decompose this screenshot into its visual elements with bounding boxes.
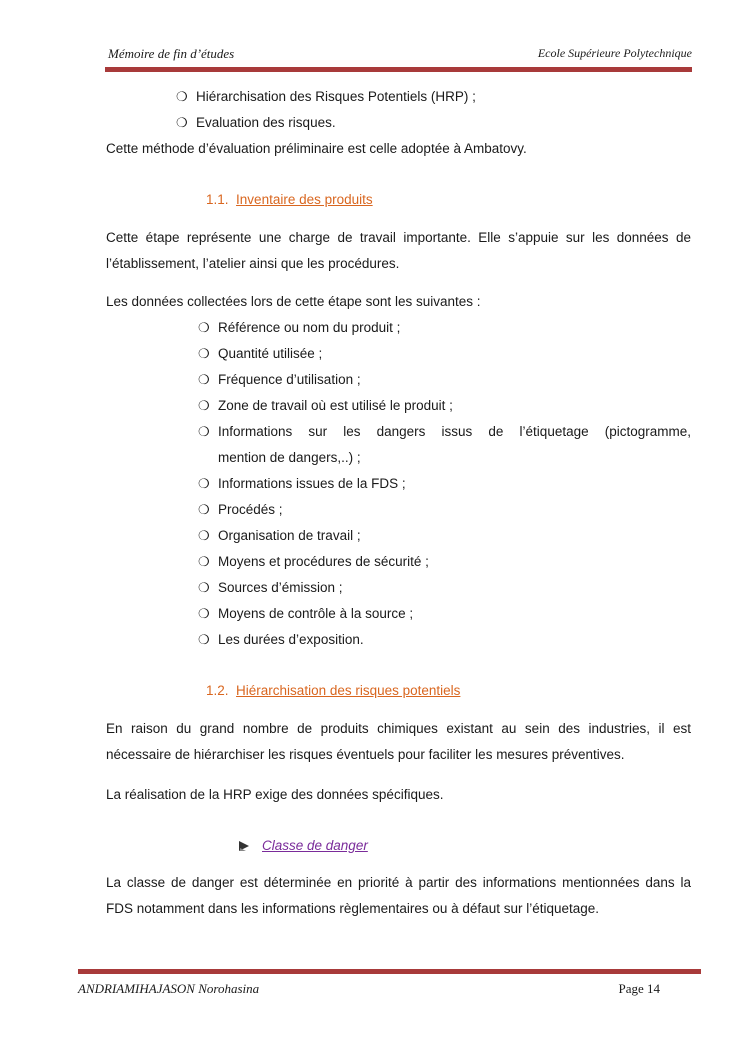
list-item-text: Moyens de contrôle à la source ; [218, 606, 414, 621]
header-document-title: Mémoire de fin d’études [108, 46, 235, 61]
header-school-name: Ecole Supérieure Polytechnique [537, 46, 692, 60]
list-item-text: Zone de travail où est utilisé le produit ; [218, 398, 453, 413]
list-item-text: Procédés ; [218, 502, 283, 517]
open-circle-icon: ❍ [198, 580, 210, 595]
list-item-text: Les durées d’exposition. [218, 632, 364, 647]
page-number: Page 14 [618, 981, 660, 996]
section2-paragraph-2: La réalisation de la HRP exige des données spécifiques. [106, 787, 444, 802]
triangle-arrow-icon [239, 841, 249, 851]
list-item-text: Informations sur les dangers issus de l’étiquetage (pictogramme, [218, 424, 691, 439]
list-item-text: Organisation de travail ; [218, 528, 361, 543]
header-rule [105, 67, 692, 72]
list-item-text: Quantité utilisée ; [218, 346, 323, 361]
footer-author: ANDRIAMIHAJASON Norohasina [78, 981, 260, 996]
list-item-text: Sources d’émission ; [218, 580, 343, 595]
list-item-text: Référence ou nom du produit ; [218, 320, 401, 335]
open-circle-icon: ❍ [198, 320, 210, 335]
open-circle-icon: ❍ [198, 606, 210, 621]
open-circle-icon: ❍ [198, 502, 210, 517]
section-heading-inventaire [206, 192, 373, 207]
list-item-text: Fréquence d’utilisation ; [218, 372, 361, 387]
open-circle-icon: ❍ [198, 398, 210, 413]
subsection-title: Classe de danger [262, 838, 368, 853]
open-circle-icon: ❍ [198, 424, 210, 439]
section-number: 1.1. [206, 192, 229, 207]
subsection-paragraph: La classe de danger est déterminée en priorité à partir des informations mentionnées dans la FDS notamment dans les informations règlementaires ou à défaut sur l’étiquetage. [106, 875, 691, 916]
section-heading-hierarchisation [206, 683, 460, 698]
footer-rule [78, 969, 701, 974]
section1-paragraph-1: Cette étape représente une charge de travail importante. Elle s’appuie sur les données de l’établissement, l’atelier ainsi que les procédures. [106, 230, 691, 271]
open-circle-icon: ❍ [198, 476, 210, 491]
intro-paragraph: Cette méthode d’évaluation préliminaire est celle adoptée à Ambatovy. [106, 141, 527, 156]
list-item-text: Informations issues de la FDS ; [218, 476, 406, 491]
open-circle-icon: ❍ [198, 346, 210, 361]
open-circle-icon: ❍ [176, 89, 188, 104]
open-circle-icon: ❍ [198, 632, 210, 647]
list-item-text: Moyens et procédures de sécurité ; [218, 554, 429, 569]
open-circle-icon: ❍ [198, 554, 210, 569]
section1-paragraph-2: Les données collectées lors de cette étape sont les suivantes : [106, 294, 481, 309]
open-circle-icon: ❍ [198, 372, 210, 387]
list-item-text-continued: mention de dangers,..) ; [218, 450, 361, 465]
section2-paragraph-1: En raison du grand nombre de produits chimiques existant au sein des industries, il est nécessaire de hiérarchiser les risques éventuels pour faciliter les mesures préventives. [106, 721, 691, 762]
list-item-text: Evaluation des risques. [196, 115, 336, 130]
open-circle-icon: ❍ [198, 528, 210, 543]
open-circle-icon: ❍ [176, 115, 188, 130]
list-item-text: Hiérarchisation des Risques Potentiels (HRP) ; [196, 89, 476, 104]
section-title: Inventaire des produits [236, 192, 373, 207]
section-title: Hiérarchisation des risques potentiels [236, 683, 461, 698]
section-number: 1.2. [206, 683, 229, 698]
